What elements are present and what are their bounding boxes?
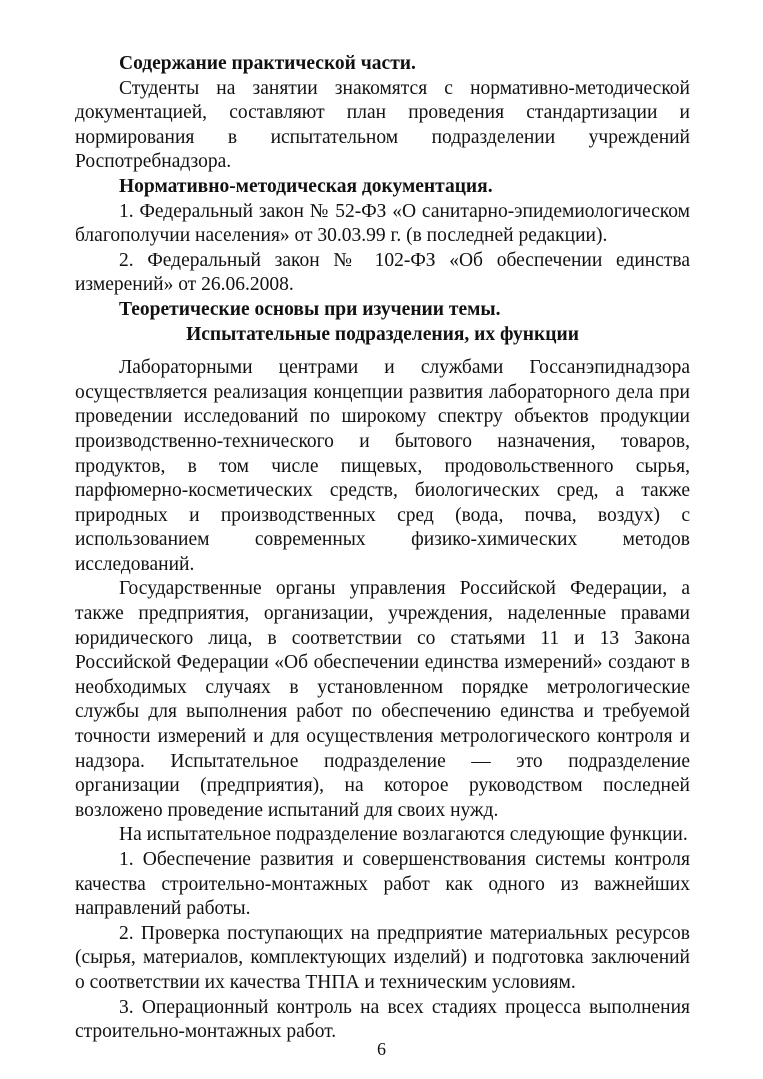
page-number: 6 [377,1039,386,1059]
paragraph-lab-centers: Лабораторными центрами и службами Госсанэпиднадзора осуществляется реализация концепции развития лабораторного дела при проведении исследований по широкому спектру объектов продукции производственно-технического и бытового назначения, товаров, продуктов, в том числе пищевых, продовольственного сырья, парфюмерно-косметических средств, биологических сред, а также природных и производственных сред (вода, почва, воздух) с использованием современных физико-химических методов исследований. [75,357,690,575]
section-heading-normative-docs: Нормативно-методическая документация. [119,175,493,197]
paragraph-practical-description: Студенты на занятии знакомятся с нормативно-методической документацией, составляют план проведения стандартизации и нормирования в испытательном подразделении учреждений Роспотребнадзора. [75,77,690,173]
list-item-function-3: 3. Операционный контроль на всех стадиях процесса выполнения строительно-монтажных работ. [75,996,690,1043]
page-body [75,52,690,1045]
list-item-law-102: 2. Федеральный закон № 102-ФЗ «Об обеспечении единства измерений» от 26.06.2008. [75,249,690,296]
list-item-law-52: 1. Федеральный закон № 52-ФЗ «О санитарно-эпидемиологическом благополучии населения» от 30.03.99 г. (в последней редакции). [75,200,690,247]
paragraph-functions-intro: На испытательное подразделение возлагаются следующие функции. [119,824,688,846]
list-item-function-1: 1. Обеспечение развития и совершенствования системы контроля качества строительно-монтажных работ как одного из важнейших направлений работы. [75,849,690,920]
paragraph-government-bodies: Государственные органы управления Российской Федерации, а также предприятия, организации, учреждения, наделенные правами юридического лица, в соответствии со статьями 11 и 13 Закона Российской Федерации «Об обеспечении единства измерений» создают в необходимых случаях в установленном порядке метрологические службы для выполнения работ по обеспечению единства и требуемой точности измерений и для осуществления метрологического контроля и надзора. Испытательное подразделение — это подразделение организации (предприятия), на которое руководством последней возложено проведение испытаний для своих нужд. [75,578,690,821]
section-heading-practical-content: Содержание практической части. [119,53,416,74]
list-item-function-2: 2. Проверка поступающих на предприятие материальных ресурсов (сырья, материалов, комплектующих изделий) и подготовка заключений о соответствии их качества ТНПА и техническим условиям. [75,922,690,993]
subsection-title-test-units: Испытательные подразделения, их функции [186,323,579,345]
section-heading-theory: Теоретические основы при изучении темы. [119,298,501,320]
